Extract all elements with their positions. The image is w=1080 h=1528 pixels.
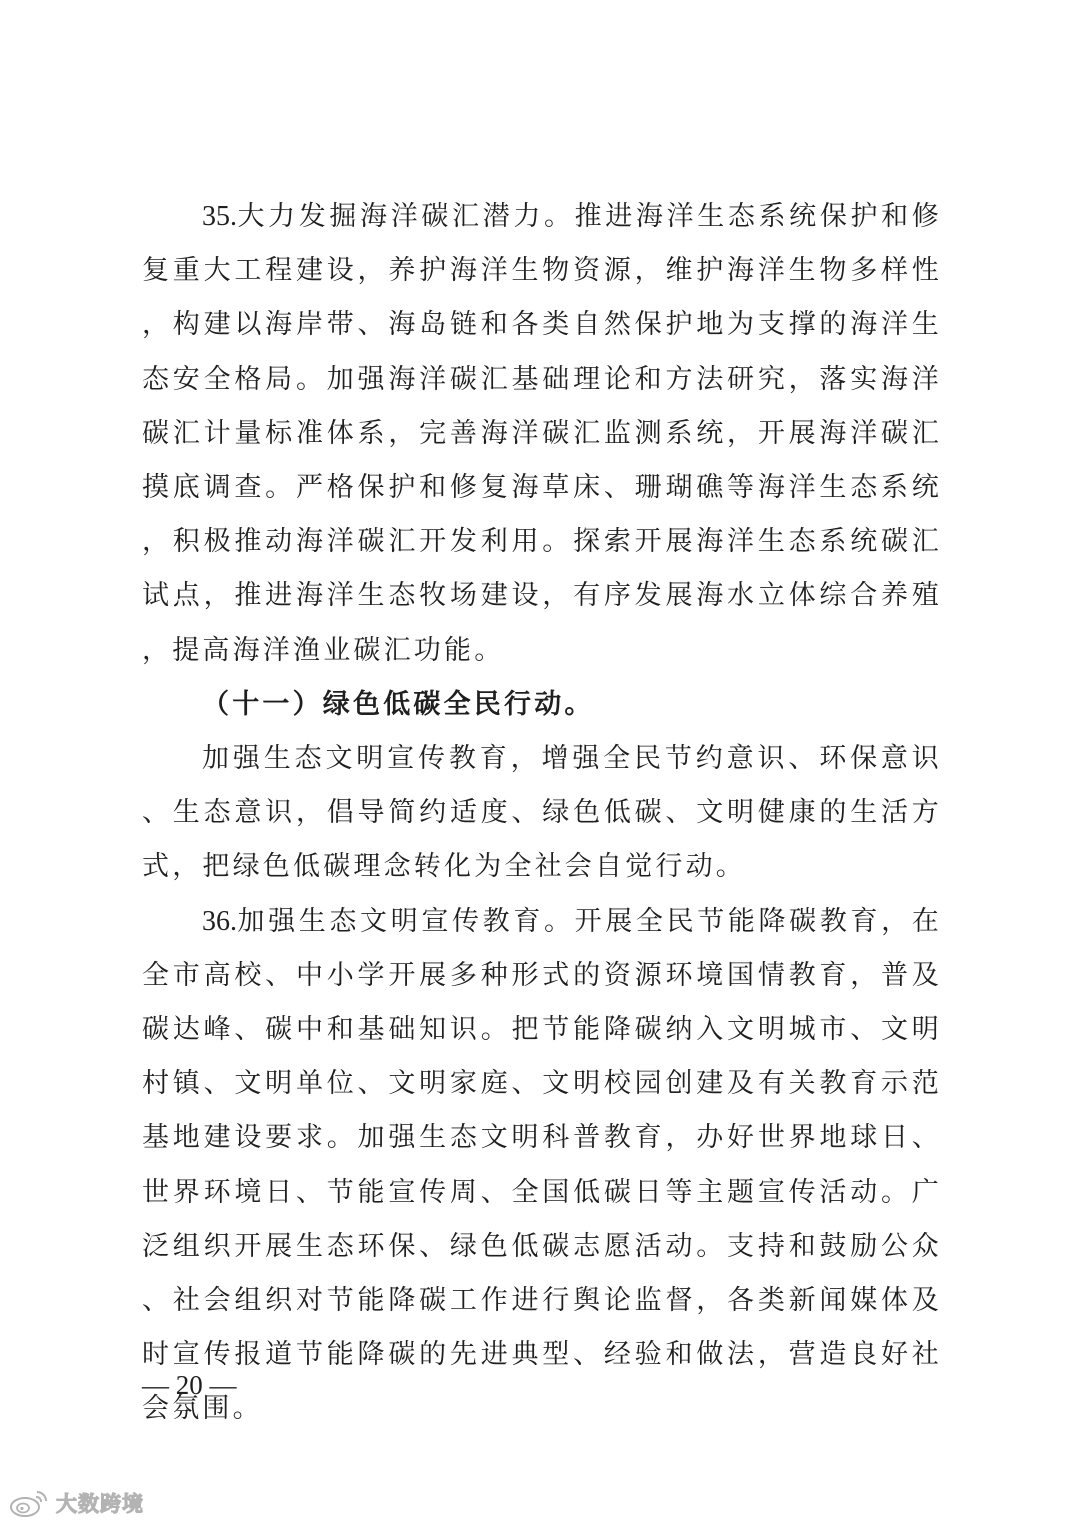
paragraph-36-text: 加强生态文明宣传教育。开展全民节能降碳教育，在全市高校、中小学开展多种形式的资源环境国情教育，普及碳达峰、碳中和基础知识。把节能降碳纳入文明城市、文明村镇、文明单位、文明家庭、文明校园创建及有关教育示范基地建设要求。加强生态文明科普教育，办好世界地球日、世界环境日、节能宣传周、全国低碳日等主题宣传活动。广泛组织开展生态环保、绿色低碳志愿活动。支持和鼓励公众、社会组织对节能降碳工作进行舆论监督，各类新闻媒体及时宣传报道节能降碳的先进典型、经验和做法，营造良好社会氛围。: [142, 905, 942, 1425]
paragraph-35-text: 大力发掘海洋碳汇潜力。推进海洋生态系统保护和修复重大工程建设，养护海洋生物资源，维护海洋生物多样性，构建以海岸带、海岛链和各类自然保护地为支撑的海洋生态安全格局。加强海洋碳汇基础理论和方法研究，落实海洋碳汇计量标准体系，完善海洋碳汇监测系统，开展海洋碳汇摸底调查。严格保护和修复海草床、珊瑚礁等海洋生态系统，积极推动海洋碳汇开发利用。探索开展海洋生态系统碳汇试点，推进海洋生态牧场建设，有序发展海水立体综合养殖，提高海洋渔业碳汇功能。: [142, 201, 942, 666]
paragraph-36: [142, 895, 942, 1437]
paragraph-35-number: 35.: [202, 201, 237, 232]
paragraph-36-number: 36.: [202, 905, 237, 937]
watermark: [8, 1488, 144, 1518]
section-heading: （十一）绿色低碳全民行动。: [202, 688, 595, 720]
document-body: [142, 190, 942, 1437]
page-number: — 20 —: [142, 1370, 237, 1400]
watermark-text: 大数跨境: [56, 1492, 144, 1516]
section-intro: 加强生态文明宣传教育，增强全民节约意识、环保意识、生态意识，倡导简约适度、绿色低碳、文明健康的生活方式，把绿色低碳理念转化为全社会自觉行动。: [142, 743, 942, 883]
weibo-logo-icon: [8, 1488, 50, 1518]
paragraph-35: [142, 190, 942, 678]
